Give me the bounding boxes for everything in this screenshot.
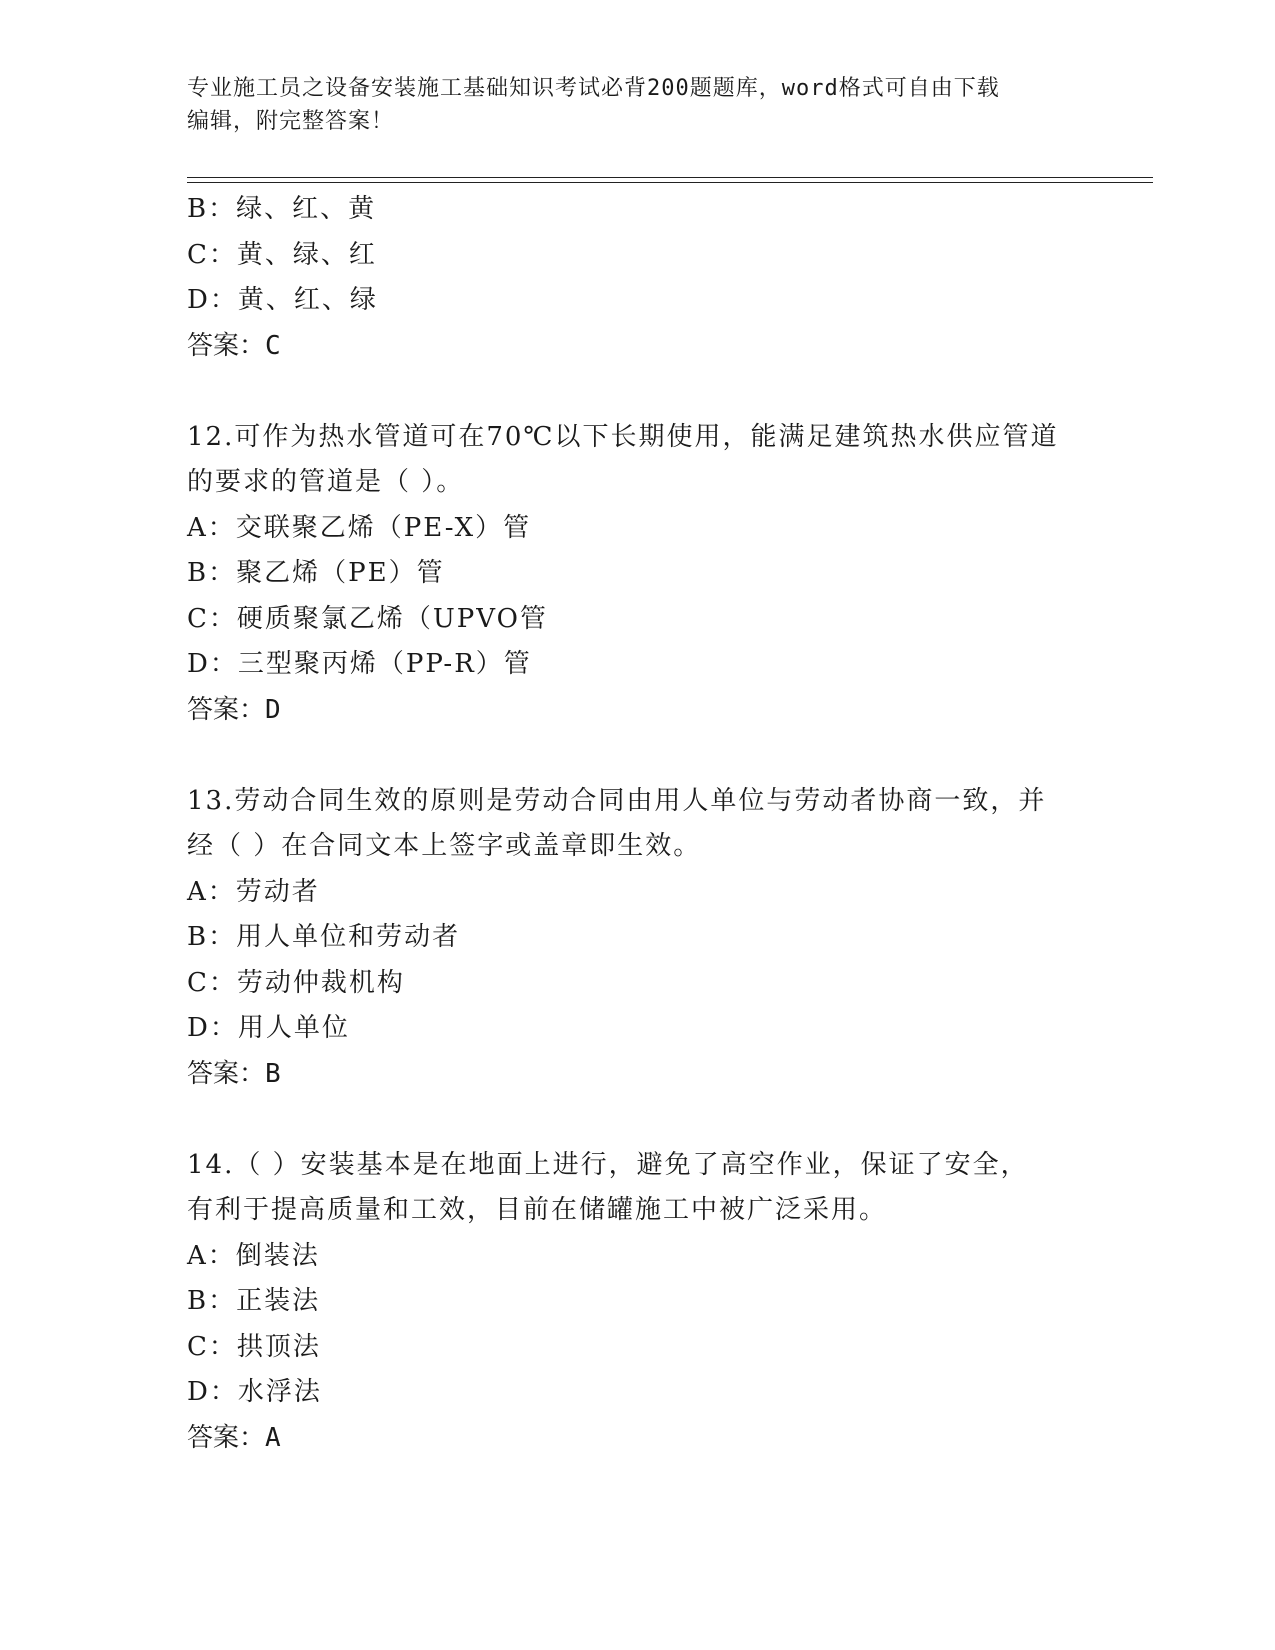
document-header: [187, 72, 1067, 138]
header-divider-bottom: [187, 182, 1153, 183]
header-divider-top: [187, 177, 1153, 178]
option-c: C：黄、绿、红: [187, 239, 377, 270]
header-title-line-2: 编辑，附完整答案！: [187, 109, 395, 134]
answer-line: 答案：B: [187, 1058, 281, 1089]
question-stem: 12.可作为热水管道可在70℃以下长期使用，能满足建筑热水供应管道: [187, 421, 1059, 452]
question-stem: 13.劳动合同生效的原则是劳动合同由用人单位与劳动者协商一致，并: [187, 785, 1047, 816]
answer-line: 答案：C: [187, 330, 281, 361]
option-d: D：水浮法: [187, 1377, 322, 1407]
option-c: C：劳动仲裁机构: [187, 967, 405, 998]
answer-line: 答案：D: [187, 694, 281, 725]
option-d: D：三型聚丙烯（PP-R）管: [187, 649, 532, 679]
question-11-continued: [187, 187, 1087, 369]
option-a: A：劳动者: [187, 876, 320, 907]
question-stem: 经（ ）在合同文本上签字或盖章即生效。: [187, 831, 702, 861]
question-stem: 的要求的管道是（ ）。: [187, 467, 465, 497]
option-d: D：用人单位: [187, 1013, 350, 1043]
option-b: B：聚乙烯（PE）管: [187, 558, 445, 588]
option-b: B：用人单位和劳动者: [187, 922, 461, 952]
question-14: [187, 1143, 1087, 1462]
option-a: A：倒装法: [187, 1240, 320, 1271]
answer-line: 答案：A: [187, 1422, 281, 1453]
header-title-line-1: 专业施工员之设备安装施工基础知识考试必背200题题库，word格式可自由下载: [187, 76, 1000, 101]
question-stem: 14.（ ）安装基本是在地面上进行，避免了高空作业，保证了安全，: [187, 1149, 1029, 1180]
option-c: C：拱顶法: [187, 1331, 321, 1362]
question-list: [187, 187, 1087, 1461]
option-c: C：硬质聚氯乙烯（UPVO管: [187, 603, 548, 634]
option-b: B：绿、红、黄: [187, 194, 377, 224]
question-13: [187, 779, 1087, 1098]
question-stem: 有利于提高质量和工效，目前在储罐施工中被广泛采用。: [187, 1195, 888, 1225]
question-12: [187, 415, 1087, 734]
option-a: A：交联聚乙烯（PE-X）管: [187, 512, 532, 543]
option-b: B：正装法: [187, 1286, 321, 1316]
option-d: D：黄、红、绿: [187, 285, 378, 315]
